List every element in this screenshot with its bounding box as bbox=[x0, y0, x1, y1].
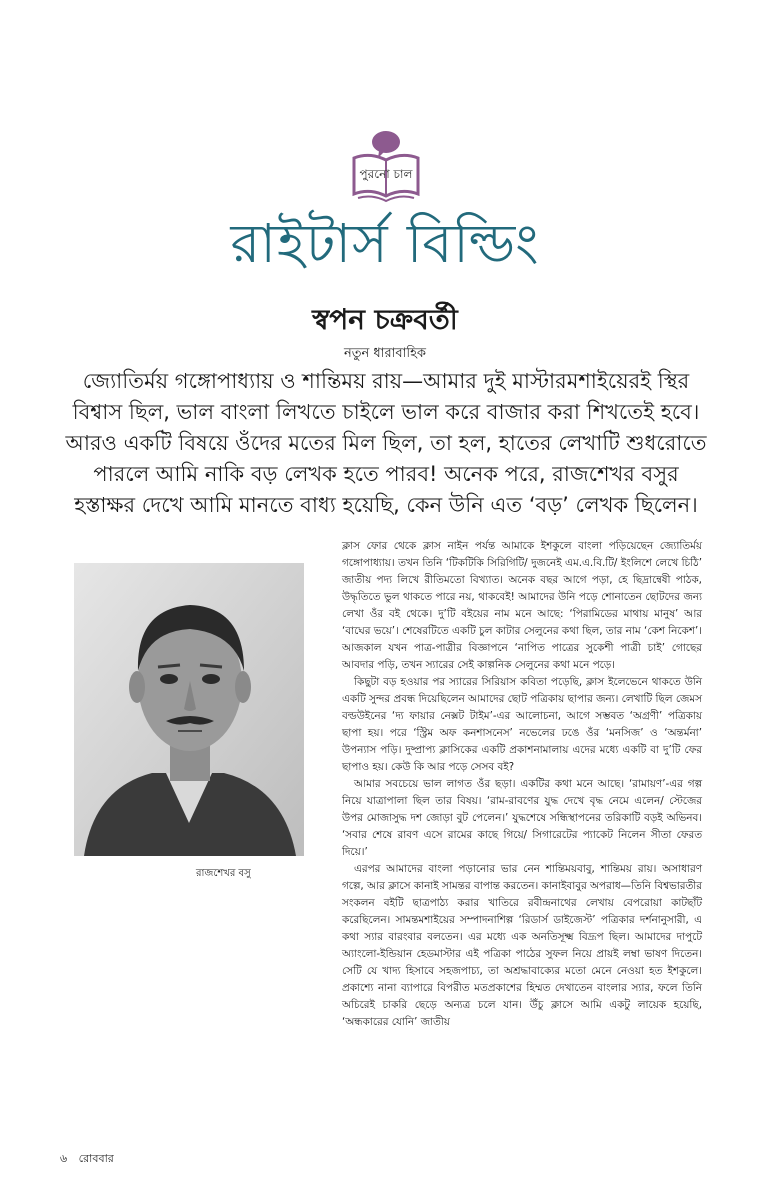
section-label: পুরনো চাল bbox=[359, 167, 413, 181]
author-name: স্বপন চক্রবর্তী bbox=[312, 303, 458, 336]
body-paragraph: ক্লাস ফোর থেকে ক্লাস নাইন পর্যন্ত আমাকে ইশকুলে বাংলা পড়িয়েছেন জ্যোতির্ময় গঙ্গোপাধ্যায়। তখন তিনি ‘টিকটিকি সিরিগিটি/ দুজনেই এম.এ.বি.টি/ ইংলিশে লেখে চিঠি’ জাতীয় পদ্য লিখে রীতিমতো বিখ্যাত। অনেক বছর আগে পড়া, হে ছিদ্রান্বেষী পাঠক, উদ্ধৃতিতে ভুল থাকতে পারে নয়, থাকবেই! আমাদের উনি পড়ে শোনাতেন ছোটদের জন্য লেখা ওঁর বই থেকে। দু’টি বইয়ের নাম মনে আছে: ‘পিরামিডের মাথায় মানুষ’ আর ‘বাঘের ভয়ে’। শেষেরটিতে একটি চুল কাটার সেলুনের কথা ছিল, তার নাম ‘কেশ নিকেশ’। আজকাল যখন পাত্র-পাত্রীর বিজ্ঞাপনে ‘নাপিত পাত্রের সুকেশী পাত্রী চাই’ গোছের আবদার পড়ি, তখন স্যারের সেই কাল্পনিক সেলুনের কথা মনে পড়ে। bbox=[342, 540, 702, 671]
intro-line: হস্তাক্ষর দেখে আমি মানতে বাধ্য হয়েছি, কেন উনি এত ‘বড়’ লেখক ছিলেন। bbox=[74, 493, 698, 517]
body-paragraph: এরপর আমাদের বাংলা পড়ানোর ভার নেন শান্তিময়বাবু, শান্তিময় রায়। অসাধারণ গল্পে, আর ক্লাসে কানাই সামন্তর বাপান্ত করতেন। কানাইবাবুর অপরাধ—তিনি বিশ্বভারতীর সংকলন বইটি ছাত্রপাঠ্য করার খাতিরে রবীন্দ্রনাথের লেখায় বেপরোয়া কাটছাঁট করেছিলেন। সামন্তমশাইয়ের সম্পাদনাশিল্প ‘রিডার্স ডাইজেস্ট’ পত্রিকার দর্শনানুসারী, এ কথা স্যার বারংবার বলতেন। এর মধ্যে এক অনতিসূক্ষ্ম বিদ্রূপ ছিল। আমাদের দাপুটে অ্যাংলো-ইন্ডিয়ান হেডমাস্টার এই পত্রিকা পাঠের সুফল নিয়ে প্রায়ই লম্বা ভাষণ দিতেন। সেটি যে খাদ্য হিসাবে সহজপাচ্য, তা অশ্রদ্ধাবাক্যের মতো মেনে নেওয়া হত ইশকুলে। প্রকাশ্যে নানা ব্যাপারে বিপরীত মতপ্রকাশের হিম্মত দেখাতেন বাংলার স্যার, ফলে তিনি অচিরেই চাকরি ছেড়ে অন্যত্র চলে যান। উঁচু ক্লাসে আমি একটু লায়েক হয়েছি, ‘অন্ধকারের যোনি’ জাতীয় bbox=[342, 863, 702, 1028]
intro-line: আরও একটি বিষয়ে ওঁদের মতের মিল ছিল, তা হল, হাতের লেখাটি শুধরোতে bbox=[65, 431, 707, 455]
article-title: রাইটার্স বিল্ডিং bbox=[230, 212, 540, 275]
page-footer bbox=[60, 1150, 114, 1169]
body-paragraph: কিছুটা বড় হওয়ার পর স্যারের সিরিয়াস কবিতা পড়েছি, ক্লাস ইলেভেনে থাকতে উনি একটি সুন্দর প্রবন্ধ দিয়েছিলেন আমাদের ছোট পত্রিকায় ছাপার জন্য। লেখাটি ছিল জেমস বল্ডউইনের ‘দ্য ফায়ার নেক্সট টাইম’-এর আলোচনা, আগে সম্ভবত ‘অগ্রণী’ পত্রিকায় ছাপা হয়। পরে ‘স্ট্রিম অফ কনশাসনেস’ নভেলের ঢঙে ওঁর ‘মনসিজ’ ও ‘অন্তর্মনা’ উপন্যাস পড়ি। দুষ্প্রাপ্য ক্লাসিকের একটি প্রকাশনামালায় এদের মধ্যে একটি বা দু’টি ফের ছাপাও হয়। কেউ কি আর পড়ে সেসব বই? bbox=[342, 676, 702, 773]
body-paragraph: আমার সবচেয়ে ভাল লাগত ওঁর ছড়া। একটির কথা মনে আছে। ‘রামায়ণ’-এর গল্প নিয়ে যাত্রাপালা ছিল তার বিষয়। ‘রাম-রাবণের যুদ্ধ দেখে বৃদ্ধ নেমে এলেন/ স্টেজের উপর মোজাসুদ্ধ দশ জোড়া বুট পেলেন।’ যুদ্ধশেষে সন্ধিস্থাপনের তরিকাটি বড়ই অভিনব। ‘সবার শেষে রাবণ এসে রামের কাছে গিয়ে/ সিগারেটের প্যাকেট নিলেন সীতা ফেরত দিয়ে।’ bbox=[342, 778, 702, 858]
photo-caption: রাজশেখর বসু bbox=[196, 868, 251, 879]
page-number: ৬ bbox=[60, 1152, 68, 1165]
article-body bbox=[342, 538, 702, 1031]
intro-line: জ্যোতির্ময় গঙ্গোপাধ্যায় ও শান্তিময় রায়—আমার দুই মাস্টারমশাইয়েরই স্থির bbox=[82, 369, 690, 393]
intro-line: বিশ্বাস ছিল, ভাল বাংলা লিখতে চাইলে ভাল করে বাজার করা শিখতেই হবে। bbox=[72, 400, 700, 424]
intro-line: পারলে আমি নাকি বড় লেখক হতে পারব! অনেক পরে, রাজশেখর বসুর bbox=[93, 462, 679, 486]
intro-standfirst bbox=[56, 366, 716, 521]
portrait-photo bbox=[74, 563, 304, 856]
publication-name: রোববার bbox=[78, 1152, 114, 1165]
series-label: নতুন ধারাবাহিক bbox=[343, 346, 427, 361]
section-logo bbox=[348, 124, 424, 208]
